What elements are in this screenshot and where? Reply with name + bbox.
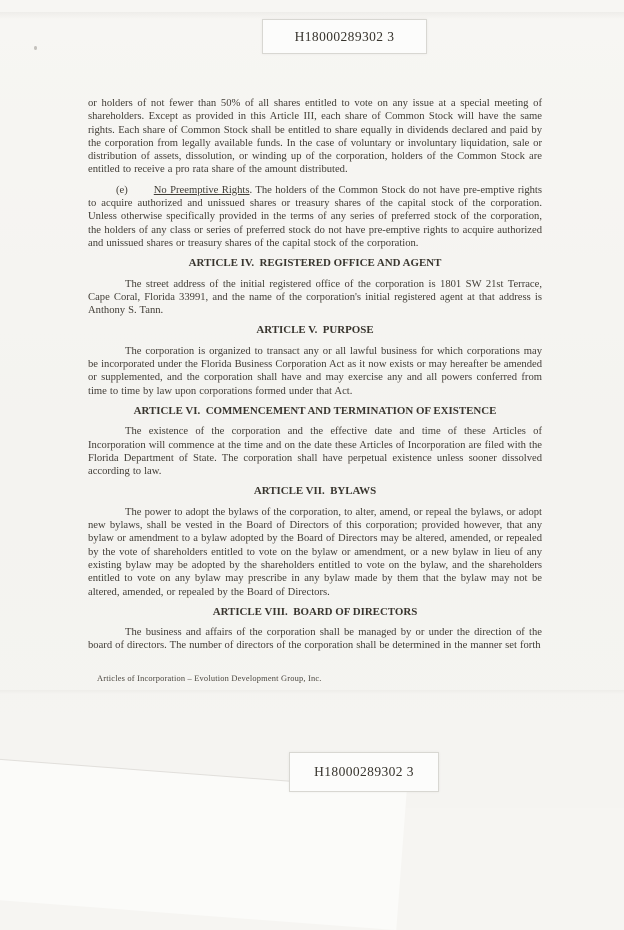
paragraph-bylaws-power: The power to adopt the bylaws of the corporation, to alter, amend, or repeal the bylaws, or adopt new bylaws, shall be vested in the Board of Directors of this corporation; provided however, that any bylaw or amendment to a bylaw adopted by the Board of Directors may be altered, amended, or repealed by the vote of shareholders entitled to vote on the bylaw or amendment, or a new bylaw in lieu of any existing bylaw may be adopted by the shareholders entitled to vote on the bylaw, and the shareholders entitled to vote on any bylaw may prescribe in any bylaw made by them that the bylaw may not be altered, amended, or repealed by the Board of Directors. <box>88 506 542 598</box>
heading-article-vii-bylaws: ARTICLE VII. BYLAWS <box>253 485 377 498</box>
paragraph-no-preemptive-rights <box>88 184 542 250</box>
document-number-stamp-bottom: H18000289302 3 <box>289 752 439 792</box>
paragraph-existence: The existence of the corporation and the effective date and time of these Articles of Incorporation will commence at the time and on the date these Articles of Incorporation are filed with the Florida Department of State. The corporation shall have perpetual existence unless sooner dissolved according to law. <box>88 426 542 478</box>
list-marker-e: (e) <box>116 184 128 196</box>
paragraph-board-of-directors: The business and affairs of the corporation shall be managed by or under the direction of the board of directors. The number of directors of the corporation shall be determined in the manner set forth <box>88 627 542 652</box>
paragraph-registered-office-address: The street address of the initial registered office of the corporation is 1801 SW 21st Terrace, Cape Coral, Florida 33991, and the name of the corporation's initial registered agent at that address is Anthony S. Tann. <box>88 278 542 317</box>
heading-article-v-purpose: ARTICLE V. PURPOSE <box>256 324 374 337</box>
underlined-lead-no-preemptive-rights: No Preemptive Rights <box>153 184 250 196</box>
scan-artifact-footer-streak <box>0 690 624 694</box>
paragraph-text: . The holders of the Common Stock do not have pre-emptive rights to acquire authorized and unissued shares or treasury shares of the capital stock of the corporation. Unless otherwise specifically provided in the terms of any series of preferred stock of the corporation, the holders of any class or series of preferred stock do not have pre-emptive rights to acquire authorized and unissued shares or treasury shares of the capital stock of the corporation. <box>88 184 543 249</box>
paragraph-corporate-purpose: The corporation is organized to transact any or all lawful business for which corporations may be incorporated under the Florida Business Corporation Act as it now exists or may hereafter be amended or supplemented, and the corporation shall have and may exercise any and all powers conferred from time to time by law upon corporations formed under that Act. <box>88 345 542 397</box>
document-body <box>88 97 542 660</box>
scan-artifact-speck <box>34 46 37 50</box>
heading-article-vi-commencement-and-termination: ARTICLE VI. COMMENCEMENT AND TERMINATION OF EXISTENCE <box>133 404 497 417</box>
scan-artifact-top-streak <box>0 12 624 19</box>
heading-article-iv-registered-office-and-agent: ARTICLE IV. REGISTERED OFFICE AND AGENT <box>188 257 442 270</box>
heading-article-viii-board-of-directors: ARTICLE VIII. BOARD OF DIRECTORS <box>212 605 418 618</box>
footer-document-title: Articles of Incorporation – Evolution Development Group, Inc. <box>97 674 322 683</box>
paragraph-common-stock-voting-rights: or holders of not fewer than 50% of all shares entitled to vote on any issue at a special meeting of shareholders. Except as provided in this Article III, each share of Common Stock will have the same rights. Each share of Common Stock shall be entitled to share equally in dividends declared and paid by the corporation from legally available funds. In the case of voluntary or involuntary liquidation, sale or distribution of assets, dissolution, or winding up of the corporation, holders of the Common Stock are entitled to receive a pro rata share of the amount distributed. <box>88 98 542 176</box>
document-number-stamp-top: H18000289302 3 <box>262 19 427 54</box>
